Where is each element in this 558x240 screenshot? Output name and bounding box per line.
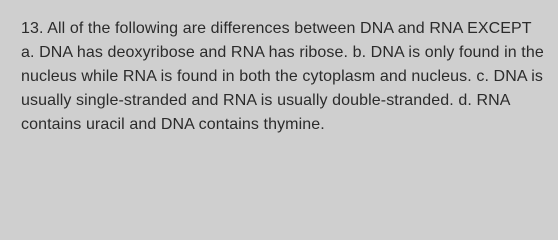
question-text: 13. All of the following are differences between DNA and RNA EXCEPT a. DNA has deoxyribose and RNA has ribose. b. DNA is only found in the nucleus while RNA is found in both the cytoplasm and nucleus. c. DNA is usually single-stranded and RNA is usually double-stranded. d. RNA contains uracil and DNA contains thymine. <box>21 20 544 133</box>
